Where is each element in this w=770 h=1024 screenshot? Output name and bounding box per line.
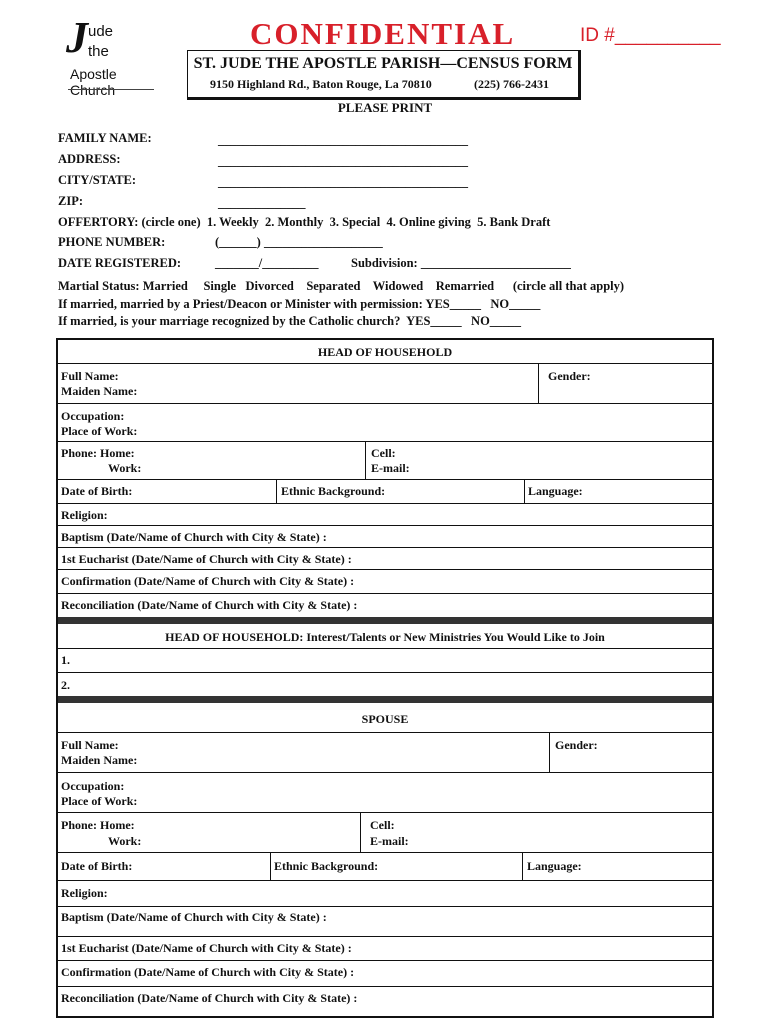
section-separator (58, 696, 712, 703)
head-occupation-row (58, 403, 712, 441)
church-logo (64, 13, 156, 98)
divider (549, 733, 550, 773)
spouse-reconciliation-label[interactable]: Reconciliation (Date/Name of Church with City & State) : (61, 991, 358, 1005)
spouse-dob-row (58, 852, 712, 880)
logo-line-1: ude (88, 23, 114, 40)
spouse-reconciliation-row (58, 986, 712, 1018)
section-separator (58, 617, 712, 624)
address-field[interactable]: ________________________________________ (218, 154, 468, 168)
head-baptism-row (58, 525, 712, 547)
spouse-name-row (58, 732, 712, 772)
logo-line-3: Apostle Church (70, 66, 117, 98)
divider (360, 813, 361, 853)
head-email-label[interactable]: E-mail: (371, 461, 410, 475)
parish-phone: (225) 766-2431 (474, 77, 549, 91)
spouse-phone-row (58, 812, 712, 852)
spouse-full-name-label[interactable]: Full Name: (61, 738, 119, 752)
spouse-title: SPOUSE (361, 712, 409, 726)
divider (538, 364, 539, 404)
head-name-row (58, 363, 712, 403)
divider (524, 480, 525, 504)
spouse-baptism-label[interactable]: Baptism (Date/Name of Church with City & State) : (61, 910, 327, 924)
spouse-gender-label[interactable]: Gender: (555, 738, 598, 752)
head-eucharist-row (58, 547, 712, 569)
spouse-occupation-row (58, 772, 712, 812)
family-name-field[interactable]: ________________________________________ (218, 133, 468, 147)
phone-number-label: PHONE NUMBER: (58, 235, 166, 249)
spouse-place-of-work-label[interactable]: Place of Work: (61, 794, 138, 808)
interest-item-1[interactable]: 1. (61, 653, 70, 667)
offertory-options[interactable]: OFFERTORY: (circle one) 1. Weekly 2. Monthly 3. Special 4. Online giving 5. Bank Draft (58, 215, 551, 229)
head-reconciliation-label[interactable]: Reconciliation (Date/Name of Church with City & State) : (61, 598, 358, 612)
interest-item-2[interactable]: 2. (61, 678, 70, 692)
head-eucharist-label[interactable]: 1st Eucharist (Date/Name of Church with City & State) : (61, 552, 352, 566)
city-state-label: CITY/STATE: (58, 173, 137, 187)
divider (270, 853, 271, 881)
married-by-priest-question[interactable]: If married, married by a Priest/Deacon or Minister with permission: YES_____ NO_____ (58, 297, 541, 311)
logo-line-2: the (88, 43, 109, 60)
head-dob-row (58, 479, 712, 503)
census-table (56, 338, 714, 1018)
phone-number-field[interactable]: (______) ___________________ (215, 235, 383, 249)
address-label: ADDRESS: (58, 152, 121, 166)
spouse-baptism-row (58, 906, 712, 936)
head-dob-label[interactable]: Date of Birth: (61, 484, 133, 498)
marriage-recognized-question[interactable]: If married, is your marriage recognized by the Catholic church? YES_____ NO_____ (58, 314, 522, 328)
head-gender-label[interactable]: Gender: (548, 369, 591, 383)
head-phone-row (58, 441, 712, 479)
subdivision-field[interactable]: Subdivision: ________________________ (351, 256, 571, 270)
spouse-maiden-name-label[interactable]: Maiden Name: (61, 753, 138, 767)
logo-cross-j-icon: J (66, 13, 88, 62)
spouse-religion-label[interactable]: Religion: (61, 886, 108, 900)
spouse-occupation-label[interactable]: Occupation: (61, 779, 125, 793)
spouse-ethnic-label[interactable]: Ethnic Background: (274, 859, 379, 873)
spouse-language-label[interactable]: Language: (527, 859, 582, 873)
head-religion-row (58, 503, 712, 525)
interest-row-1 (58, 648, 712, 672)
parish-title: ST. JUDE THE APOSTLE PARISH—CENSUS FORM (193, 55, 573, 72)
spouse-cell-label[interactable]: Cell: (370, 818, 395, 832)
spouse-religion-row (58, 880, 712, 906)
head-language-label[interactable]: Language: (528, 484, 583, 498)
confidential-title: CONFIDENTIAL (250, 16, 516, 51)
head-confirmation-label[interactable]: Confirmation (Date/Name of Church with City & State) : (61, 574, 355, 588)
spouse-email-label[interactable]: E-mail: (370, 834, 409, 848)
head-baptism-label[interactable]: Baptism (Date/Name of Church with City & State) : (61, 530, 327, 544)
please-print-note: PLEASE PRINT (337, 100, 433, 115)
logo-underline (68, 89, 154, 90)
parish-info-box (187, 50, 581, 100)
head-full-name-label[interactable]: Full Name: (61, 369, 119, 383)
divider (276, 480, 277, 504)
spouse-dob-label[interactable]: Date of Birth: (61, 859, 133, 873)
date-registered-field[interactable]: _______/_________ (215, 256, 319, 270)
head-ethnic-label[interactable]: Ethnic Background: (281, 484, 386, 498)
head-cell-label[interactable]: Cell: (371, 446, 396, 460)
marital-status-options[interactable]: Martial Status: Married Single Divorced Separated Widowed Remarried (circle all that apply) (58, 279, 625, 293)
head-reconciliation-row (58, 593, 712, 617)
spouse-confirmation-row (58, 960, 712, 986)
id-field[interactable]: ID #__________ (580, 25, 721, 46)
head-phone-work-label[interactable]: Work: (108, 461, 142, 475)
interests-title: HEAD OF HOUSEHOLD: Interest/Talents or New Ministries You Would Like to Join (165, 630, 605, 644)
date-registered-label: DATE REGISTERED: (58, 256, 182, 270)
spouse-eucharist-label[interactable]: 1st Eucharist (Date/Name of Church with City & State) : (61, 941, 352, 955)
head-maiden-name-label[interactable]: Maiden Name: (61, 384, 138, 398)
spouse-phone-home-label[interactable]: Phone: Home: (61, 818, 135, 832)
head-occupation-label[interactable]: Occupation: (61, 409, 125, 423)
head-confirmation-row (58, 569, 712, 593)
family-name-label: FAMILY NAME: (58, 131, 152, 145)
spouse-phone-work-label[interactable]: Work: (108, 834, 142, 848)
head-place-of-work-label[interactable]: Place of Work: (61, 424, 138, 438)
spouse-eucharist-row (58, 936, 712, 960)
parish-address: 9150 Highland Rd., Baton Rouge, La 70810 (210, 77, 432, 91)
head-phone-home-label[interactable]: Phone: Home: (61, 446, 135, 460)
head-of-household-title: HEAD OF HOUSEHOLD (317, 345, 453, 359)
spouse-confirmation-label[interactable]: Confirmation (Date/Name of Church with City & State) : (61, 965, 355, 979)
city-state-field[interactable]: ________________________________________ (218, 175, 468, 189)
zip-field[interactable]: ______________ (218, 196, 306, 210)
divider (365, 442, 366, 480)
interest-row-2 (58, 672, 712, 696)
zip-label: ZIP: (58, 194, 83, 208)
divider (522, 853, 523, 881)
head-religion-label[interactable]: Religion: (61, 508, 108, 522)
